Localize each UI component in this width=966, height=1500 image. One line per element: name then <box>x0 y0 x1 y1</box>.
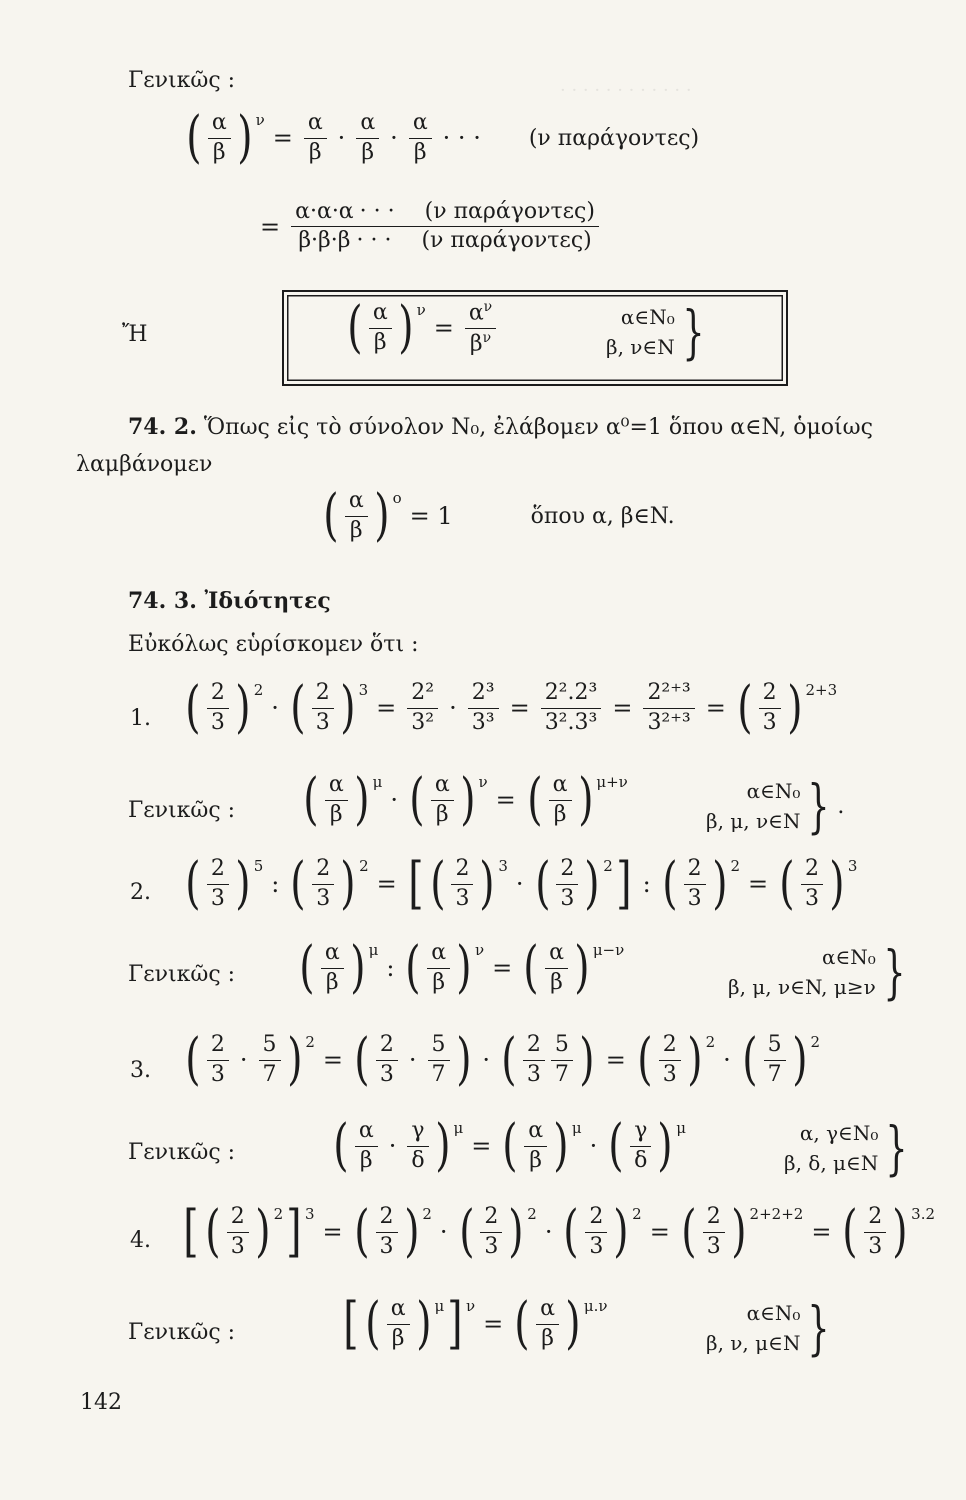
cond-3-b: β, δ, μ∈N <box>784 1151 879 1175</box>
sec-74-3-heading: 74. 3. Ἰδιότητες <box>128 588 331 614</box>
property-2-conditions: α∈N₀ β, μ, ν∈N, μ≥ν } <box>728 938 906 1006</box>
boxed-conditions: α∈N₀ β, ν∈N } <box>606 298 705 366</box>
item-4-label: 4. <box>130 1228 151 1253</box>
cond-2-a: α∈N₀ <box>821 945 876 969</box>
definition-line-2: = α·α·α · · · (ν παράγοντες) β·β·β · · · (ν παράγοντες) <box>252 200 602 253</box>
factors-note-3: (ν παράγοντες) <box>421 228 592 254</box>
sec-74-2-heading: 74. 2. <box>128 414 197 440</box>
box-cond-2: β, ν∈N <box>606 335 675 359</box>
eta-label: Ἤ <box>122 322 148 347</box>
zero-power-equation: ( $\frac{\alpha}{\beta}$ ) o = 1 ὅπου α, β∈N. <box>323 483 675 548</box>
general-label-2: Γενικῶς : <box>128 798 236 823</box>
definition-line-1: ( $\frac{\alpha}{\beta}$ ) ν = $\frac{\alpha}{\beta}$ · $\frac{\alpha}{\beta}$ · $\frac{\alpha}{\beta}$ · · · (ν παράγοντες) <box>186 105 700 170</box>
cond-1-b: β, μ, ν∈N <box>706 809 801 833</box>
item-4-example: [ ( $\frac{2}{3}$ ) 2 ] 3 = ( $\frac{2}{3}$ ) 2 · ( $\frac{2}{3}$ ) 2 · ( $\frac{2}{3}$ ) 2 = ( $\frac{2}{3}$ ) 2+2+2 = ( $\frac{2}{3}$ ) 3.2 <box>183 1199 936 1264</box>
general-label-4: Γενικῶς : <box>128 1140 236 1165</box>
item-2-example: ( $\frac{2}{3}$ ) 5 : ( $\frac{2}{3}$ ) 2 = [ ( $\frac{2}{3}$ ) 3 · ( $\frac{2}{3}$ ) 2 ] : ( $\frac{2}{3}$ ) 2 = ( $\frac{2}{3}$ ) 3 <box>185 851 858 916</box>
property-3-conditions: α, γ∈N₀ β, δ, μ∈N } <box>784 1114 908 1182</box>
item-1-example: ( $\frac{2}{3}$ ) 2 · ( $\frac{2}{3}$ ) 3 = $\frac{\text{2²}}{\text{3²}}$ · $\frac{\text{2³}}{\text{3³}}$ = $\frac{\text{2².2³}}{\text{3².3³}}$ = $\frac{\text{2²⁺³}}{\text{3²⁺³}}$ = ( $\frac{2}{3}$ ) 2+3 <box>185 675 838 740</box>
property-1-formula: ( $\frac{\alpha}{\beta}$ ) μ · ( $\frac{\alpha}{\beta}$ ) ν = ( $\frac{\alpha}{\beta}$ ) μ+ν <box>303 767 628 832</box>
page-number: 142 <box>80 1390 122 1415</box>
item-3-example: ( $\frac{2}{3}$ · $\frac{5}{7}$ ) 2 = ( $\frac{2}{3}$ · $\frac{5}{7}$ ) · ( $\frac{2}{3}$ $\frac{5}{7}$ ) = ( $\frac{2}{3}$ ) 2 · ( $\frac{5}{7}$ ) 2 <box>185 1027 821 1092</box>
sec-74-2-line1 <box>128 414 873 440</box>
property-3-formula: ( $\frac{\alpha}{\beta}$ · $\frac{\gamma}{\delta}$ ) μ = ( $\frac{\alpha}{\beta}$ ) μ · ( $\frac{\gamma}{\delta}$ ) μ <box>333 1113 687 1178</box>
cond-3-a: α, γ∈N₀ <box>799 1121 879 1145</box>
zero-power-where: ὅπου α, β∈N. <box>530 503 675 529</box>
property-1-conditions: α∈N₀ β, μ, ν∈N } . <box>706 772 845 840</box>
property-4-conditions: α∈N₀ β, ν, μ∈N } <box>706 1294 830 1362</box>
cond-4-b: β, ν, μ∈N <box>706 1331 801 1355</box>
sec-74-2-text2: λαμβάνομεν <box>76 452 213 477</box>
general-label-3: Γενικῶς : <box>128 962 236 987</box>
boxed-equation: ( $\frac{\alpha}{\beta}$ ) ν = $\frac{\alpha^\nu}{\beta^\nu}$ <box>344 300 499 356</box>
item-3-label: 3. <box>130 1058 151 1083</box>
property-4-formula: [ ( $\frac{\alpha}{\beta}$ ) μ ] ν = ( $\frac{\alpha}{\beta}$ ) μ.ν <box>343 1291 608 1356</box>
general-label-1: Γενικῶς : <box>128 68 236 93</box>
sec-74-2-text1: Ὅπως εἰς τὸ σύνολον N₀, ἐλάβομεν α⁰=1 ὅπου α∈N, ὁμοίως <box>203 415 873 440</box>
zero-power-rhs: = 1 <box>409 502 453 530</box>
factors-note-1: (ν παράγοντες) <box>528 125 700 151</box>
item-1-label: 1. <box>130 706 151 731</box>
cond-1-a: α∈N₀ <box>746 779 801 803</box>
cond-2-b: β, μ, ν∈N, μ≥ν <box>728 975 876 999</box>
general-label-5: Γενικῶς : <box>128 1320 236 1345</box>
box-cond-1: α∈N₀ <box>620 305 675 329</box>
bleed-through-text: · · · · · · · · · · · · <box>560 80 692 101</box>
property-2-formula: ( $\frac{\alpha}{\beta}$ ) μ : ( $\frac{\alpha}{\beta}$ ) ν = ( $\frac{\alpha}{\beta}$ ) μ−ν <box>299 935 625 1000</box>
item-2-label: 2. <box>130 880 151 905</box>
boxed-formula <box>282 290 788 386</box>
sec-74-3-intro: Εὐκόλως εὑρίσκομεν ὅτι : <box>128 632 419 657</box>
cond-4-a: α∈N₀ <box>746 1301 801 1325</box>
factors-note-2: (ν παράγοντες) <box>424 199 595 224</box>
